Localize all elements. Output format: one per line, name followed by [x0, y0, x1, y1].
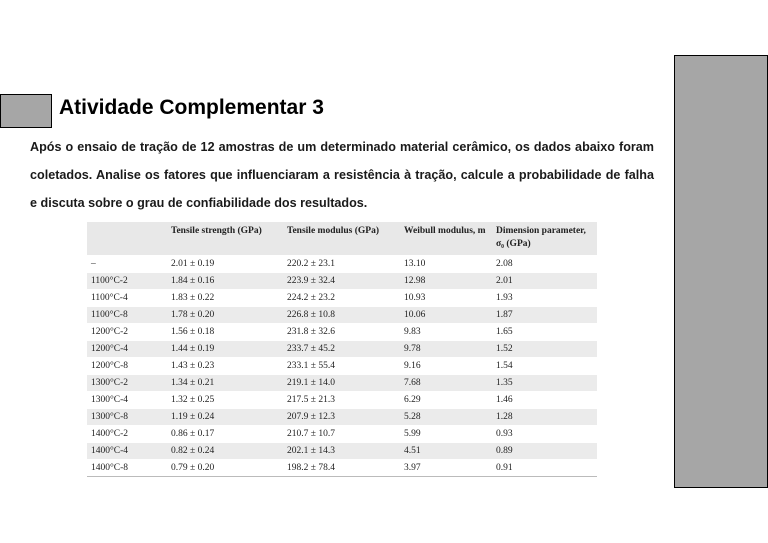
table-row	[87, 324, 597, 341]
table-cell-weibull: 7.68	[400, 375, 492, 392]
table-row	[87, 443, 597, 460]
table-cell-modulus: 217.5 ± 21.3	[283, 392, 400, 409]
table-cell-modulus: 198.2 ± 78.4	[283, 460, 400, 477]
table-row	[87, 460, 597, 477]
table-cell-modulus: 210.7 ± 10.7	[283, 426, 400, 443]
table-row	[87, 290, 597, 307]
table-cell-sample: 1300°C-8	[87, 409, 167, 426]
header-dimension-parameter: Dimension parameter, σ₀ (GPa)	[492, 222, 597, 256]
table-cell-modulus: 233.1 ± 55.4	[283, 358, 400, 375]
table-cell-modulus: 202.1 ± 14.3	[283, 443, 400, 460]
header-tensile-modulus: Tensile modulus (GPa)	[283, 222, 400, 256]
table-cell-weibull: 10.93	[400, 290, 492, 307]
table-cell-strength: 1.44 ± 0.19	[167, 341, 283, 358]
table-cell-modulus: 223.9 ± 32.4	[283, 273, 400, 290]
table-row	[87, 307, 597, 324]
table-cell-modulus: 226.8 ± 10.8	[283, 307, 400, 324]
table-cell-dimension: 0.91	[492, 460, 597, 477]
table-cell-dimension: 1.54	[492, 358, 597, 375]
table-cell-dimension: 1.52	[492, 341, 597, 358]
table-cell-weibull: 10.06	[400, 307, 492, 324]
table-cell-weibull: 5.99	[400, 426, 492, 443]
table-cell-modulus: 207.9 ± 12.3	[283, 409, 400, 426]
table-cell-sample: 1300°C-2	[87, 375, 167, 392]
table-cell-strength: 0.82 ± 0.24	[167, 443, 283, 460]
instructions-paragraph: Após o ensaio de tração de 12 amostras de um determinado material cerâmico, os dados abaixo foram coletados. Analise os fatores que influenciaram a resistência à tração, calcule a probabilidade de falha e discuta sobre o grau de confiabilidade dos resultados.	[30, 140, 654, 210]
table-cell-sample: 1400°C-4	[87, 443, 167, 460]
gray-marker-box	[0, 94, 52, 128]
table-cell-dimension: 1.93	[492, 290, 597, 307]
table-cell-dimension: 1.35	[492, 375, 597, 392]
table-cell-weibull: 9.83	[400, 324, 492, 341]
results-table	[87, 222, 597, 477]
table-cell-strength: 1.78 ± 0.20	[167, 307, 283, 324]
table-cell-dimension: 2.08	[492, 256, 597, 273]
table-cell-modulus: 220.2 ± 23.1	[283, 256, 400, 273]
table-cell-sample: 1200°C-8	[87, 358, 167, 375]
table-cell-weibull: 3.97	[400, 460, 492, 477]
table-row	[87, 392, 597, 409]
table-cell-strength: 0.86 ± 0.17	[167, 426, 283, 443]
table-cell-sample: 1200°C-4	[87, 341, 167, 358]
table-cell-sample: 1100°C-4	[87, 290, 167, 307]
table-cell-strength: 1.19 ± 0.24	[167, 409, 283, 426]
side-panel	[674, 55, 768, 488]
table-cell-strength: 1.34 ± 0.21	[167, 375, 283, 392]
table-cell-weibull: 9.16	[400, 358, 492, 375]
table-row	[87, 341, 597, 358]
table-cell-strength: 1.32 ± 0.25	[167, 392, 283, 409]
table-cell-dimension: 1.87	[492, 307, 597, 324]
table-cell-weibull: 12.98	[400, 273, 492, 290]
header-sample	[87, 222, 167, 256]
table-cell-sample: 1400°C-8	[87, 460, 167, 477]
table-cell-strength: 0.79 ± 0.20	[167, 460, 283, 477]
table-cell-sample: 1400°C-2	[87, 426, 167, 443]
table-cell-sample: –	[87, 256, 167, 273]
table-cell-strength: 1.43 ± 0.23	[167, 358, 283, 375]
table-cell-dimension: 1.65	[492, 324, 597, 341]
table-row	[87, 273, 597, 290]
table-cell-strength: 1.83 ± 0.22	[167, 290, 283, 307]
table-cell-sample: 1100°C-8	[87, 307, 167, 324]
table-cell-dimension: 0.89	[492, 443, 597, 460]
table-row	[87, 256, 597, 273]
table-cell-modulus: 233.7 ± 45.2	[283, 341, 400, 358]
table-cell-modulus: 219.1 ± 14.0	[283, 375, 400, 392]
table-cell-sample: 1100°C-2	[87, 273, 167, 290]
table-header-row	[87, 222, 597, 256]
table-row	[87, 409, 597, 426]
table-row	[87, 358, 597, 375]
header-weibull-modulus: Weibull modulus, m	[400, 222, 492, 256]
table-cell-weibull: 6.29	[400, 392, 492, 409]
header-tensile-strength: Tensile strength (GPa)	[167, 222, 283, 256]
table-cell-strength: 1.56 ± 0.18	[167, 324, 283, 341]
table-cell-sample: 1200°C-2	[87, 324, 167, 341]
table-cell-strength: 1.84 ± 0.16	[167, 273, 283, 290]
table-cell-modulus: 231.8 ± 32.6	[283, 324, 400, 341]
table-cell-modulus: 224.2 ± 23.2	[283, 290, 400, 307]
table-cell-weibull: 4.51	[400, 443, 492, 460]
table-body	[87, 256, 597, 477]
table-cell-dimension: 1.28	[492, 409, 597, 426]
table-cell-weibull: 13.10	[400, 256, 492, 273]
table-cell-dimension: 0.93	[492, 426, 597, 443]
results-table-container	[87, 222, 597, 477]
table-cell-sample: 1300°C-4	[87, 392, 167, 409]
table-cell-strength: 2.01 ± 0.19	[167, 256, 283, 273]
table-cell-weibull: 5.28	[400, 409, 492, 426]
table-row	[87, 426, 597, 443]
table-row	[87, 375, 597, 392]
table-cell-dimension: 1.46	[492, 392, 597, 409]
table-cell-weibull: 9.78	[400, 341, 492, 358]
table-cell-dimension: 2.01	[492, 273, 597, 290]
page-title: Atividade Complementar 3	[59, 96, 324, 119]
